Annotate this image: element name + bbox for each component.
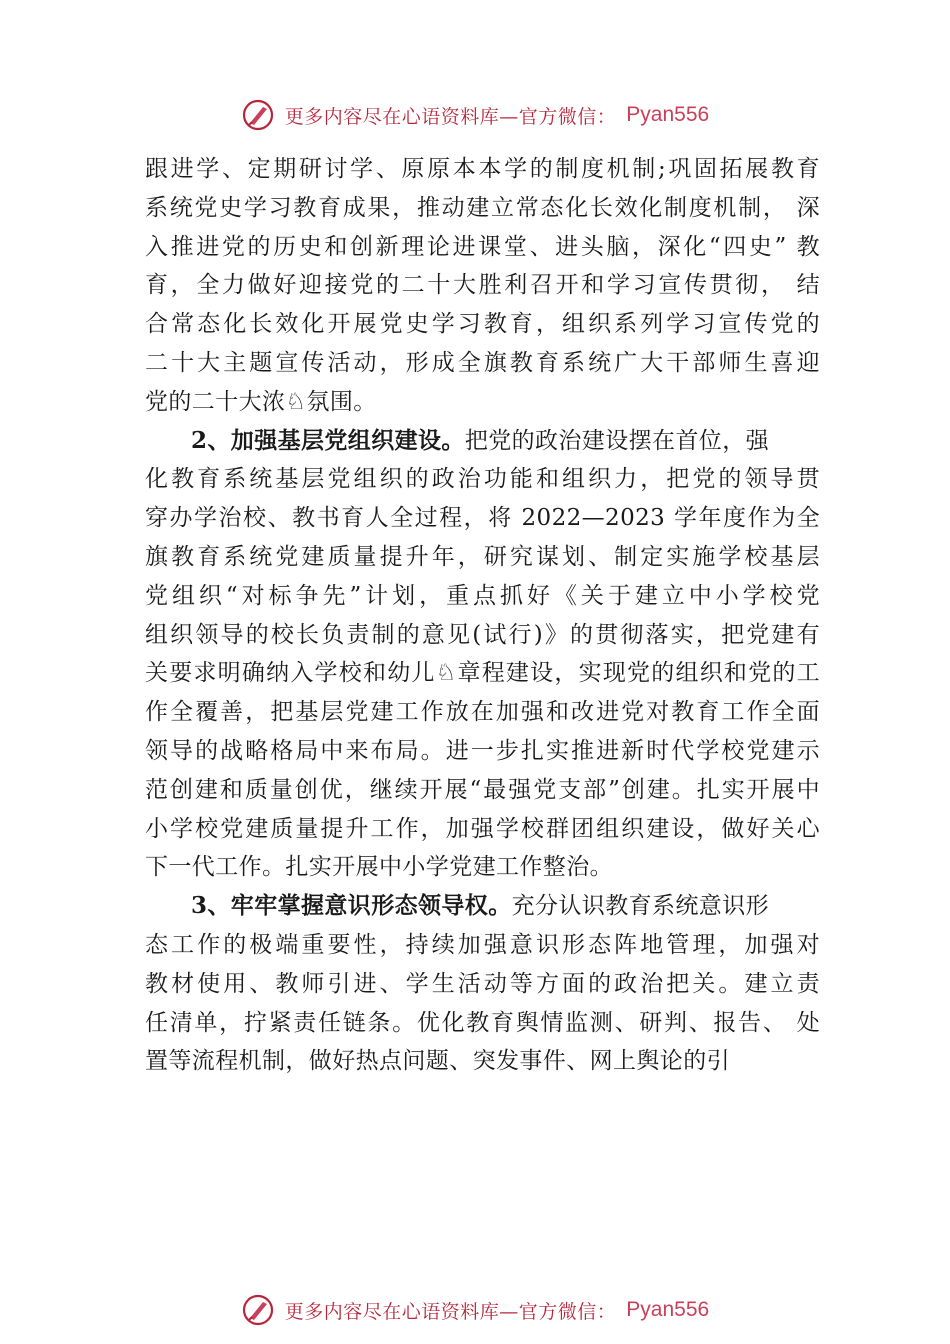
- text-line: 范创建和质量创优，继续开展“最强党支部”创建。扎实开展中: [145, 776, 820, 803]
- quill-pen-logo: [241, 1293, 275, 1327]
- paragraph-3-first-line: [145, 887, 820, 926]
- quill-pen-logo: [241, 98, 275, 132]
- text-line: 党的二十大浓♘氛围。: [145, 388, 377, 415]
- text-line: 合常态化长效化开展党史学习教育，组织系列学习宣传党的: [145, 311, 820, 338]
- footer-watermark: [0, 1290, 950, 1330]
- document-body: [145, 150, 820, 1081]
- text-line: 系统党史学习教育成果，推动建立常态化长效化制度机制， 深: [145, 194, 820, 221]
- text-line: 入推进党的历史和创新理论进课堂、进头脑，深化“四史” 教: [145, 233, 820, 260]
- header-watermark: [0, 95, 950, 135]
- text-line: 作全覆善，把基层党建工作放在加强和改进党对教育工作全面: [145, 699, 820, 726]
- watermark-text: 更多内容尽在心语资料库—官方微信：: [284, 1300, 617, 1323]
- section-heading-3: 3、牢牢掌握意识形态领导权。: [191, 892, 512, 920]
- wechat-id: Pyan556: [626, 103, 710, 126]
- text-line: 党组织“对标争先”计划，重点抓好《关于建立中小学校党: [145, 582, 820, 609]
- paragraph-2-body: [145, 460, 820, 887]
- text-line: 跟进学、定期研讨学、原原本本学的制度机制;巩固拓展教育: [145, 156, 820, 182]
- text-line: 下一代工作。扎实开展中小学党建工作整治。: [145, 854, 613, 881]
- watermark-text: 更多内容尽在心语资料库—官方微信：: [284, 105, 617, 128]
- text-line: 二十大主题宣传活动，形成全旗教育系统广大干部师生喜迎: [145, 349, 820, 376]
- paragraph-2: [145, 422, 820, 888]
- paragraph-1: [145, 150, 820, 422]
- text-line: 组织领导的校长负责制的意见(试行)》的贯彻落实，把党建有: [145, 621, 820, 648]
- text-line: 旗教育系统党建质量提升年，研究谋划、制定实施学校基层: [145, 543, 820, 570]
- text-line: 关要求明确纳入学校和幼儿♘章程建设，实现党的组织和党的工: [145, 660, 820, 687]
- text-line: 任清单，拧紧责任链条。优化教育舆情监测、研判、报告、 处: [145, 1009, 820, 1036]
- wechat-id: Pyan556: [626, 1298, 710, 1321]
- text-line: 化教育系统基层党组织的政治功能和组织力，把党的领导贯: [145, 466, 820, 493]
- text-line: 领导的战略格局中来布局。进一步扎实推进新时代学校党建示: [145, 737, 820, 764]
- paragraph-2-first-line: [145, 422, 820, 461]
- text-line: 小学校党建质量提升工作，加强学校群团组织建设，做好关心: [145, 815, 820, 842]
- text-line: 教材使用、教师引进、学生活动等方面的政治把关。建立责: [145, 970, 820, 997]
- paragraph-3: [145, 887, 820, 1081]
- text-line: 育，全力做好迎接党的二十大胜利召开和学习宣传贯彻， 结: [145, 272, 820, 299]
- paragraph-3-body: [145, 926, 820, 1081]
- text-line: 置等流程机制，做好热点问题、突发事件、网上舆论的引: [145, 1048, 730, 1075]
- text-line: 穿办学治校、教书育人全过程，将 2022—2023 学年度作为全: [145, 505, 820, 532]
- section-heading-2: 2、加强基层党组织建设。: [191, 426, 465, 454]
- text-line: 态工作的极端重要性，持续加强意识形态阵地管理，加强对: [145, 931, 820, 958]
- paragraph-3-lead-text: 充分认识教育系统意识形: [511, 893, 770, 920]
- paragraph-2-lead-text: 把党的政治建设摆在首位，强: [464, 427, 770, 454]
